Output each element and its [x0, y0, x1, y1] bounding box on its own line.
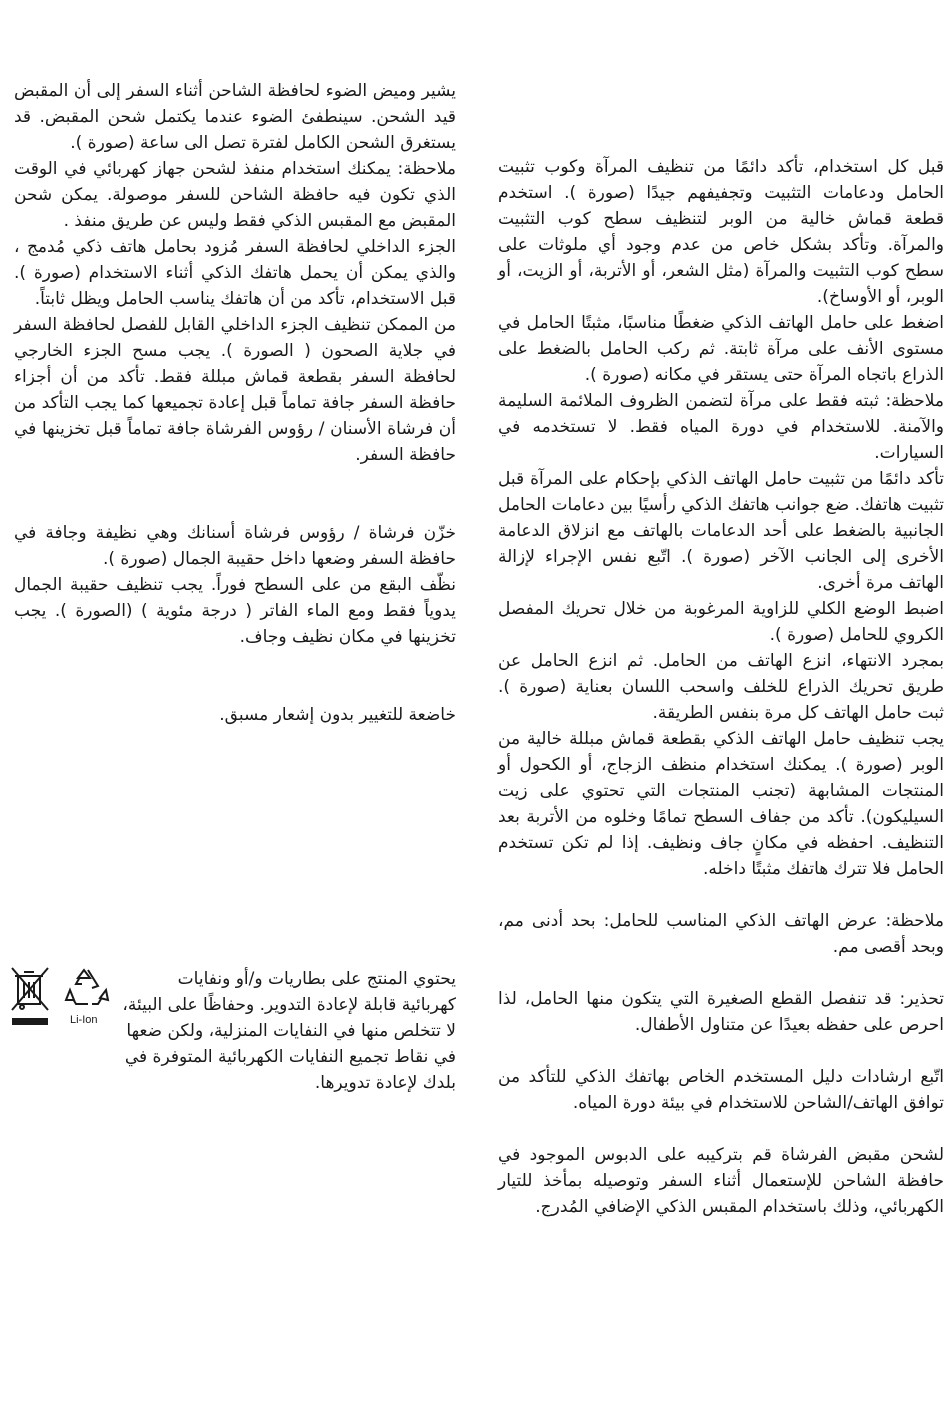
paragraph-gap [498, 1116, 944, 1142]
paragraph-gap [14, 468, 456, 494]
right-column-paragraph: بمجرد الانتهاء، انزع الهاتف من الحامل. ثم انزع الحامل عن طريق تحريك الذراع للخلف واسحب اللسان بعناية (صورة ). ثبت حامل الهاتف كل مرة بنفس الطريقة. [498, 651, 944, 723]
paragraph-gap [498, 960, 944, 986]
left-column-paragraph: من الممكن تنظيف الجزء الداخلي القابل للفصل لحافظة السفر في جلاية الصحون ( الصورة ). يجب مسح الجزء الخارجي لحافظة السفر بقطعة قماش مبللة فقط. تأكد من أن أجزاء حافظة السفر جافة تماماً قبل إعادة تجميعها كما يجب التأكد من أن فرشاة الأسنان / رؤوس الفرشاة جافة تماماً قبل تخزينها في حافظة السفر. [14, 315, 456, 465]
right-column-paragraph: تأكد دائمًا من تثبيت حامل الهاتف الذكي بإحكام على المرآة قبل تثبيت هاتفك. ضع جوانب هاتفك الذكي رأسيًا بين دعامات الحامل الجانبية بالضغط على أحد الدعامات بالهاتف مع انزلاق الدعامة الأخرى إلى الجانب الآخر (صورة ). اتّبع نفس الإجراء لإزالة الهاتف مرة أخرى. [498, 469, 944, 593]
right-column-paragraph: ملاحظة: ثبته فقط على مرآة لتضمن الظروف الملائمة السليمة والآمنة. للاستخدام في دورة المياه فقط. لا تستخدمه في السيارات. [498, 391, 944, 463]
paragraph-gap [14, 494, 456, 520]
disposal-icons [8, 964, 118, 1034]
left-column-paragraph: خاضعة للتغيير بدون إشعار مسبق. [219, 705, 456, 725]
left-column-paragraph: الجزء الداخلي لحافظة السفر مُزود بحامل هاتف ذكي مُدمج ، والذي يمكن أن يحمل هاتفك الذكي أثناء الاستخدام (صورة ). قبل الاستخدام، تأكد من أن هاتفك يناسب الحامل ويظل ثابتاً. [14, 237, 456, 309]
paragraph-gap [498, 1038, 944, 1064]
disposal-notice: يحتوي المنتج على بطاريات و/أو ونفايات كهربائية قابلة لإعادة التدوير. وحفاظًا على البيئة، لا تتخلص منها في النفايات المنزلية، ولكن ضعها في نقاط تجميع النفايات الكهربائية المتوفرة في بلدك لإعادة تدويرها. [122, 969, 456, 1093]
left-column-paragraph: ملاحظة: يمكنك استخدام منفذ لشحن جهاز كهربائي في الوقت الذي تكون فيه حافظة الشاحن للسفر موصولة. يمكن شحن المقبض مع المقبس الذكي فقط وليس عن طريق منفذ . [14, 159, 456, 231]
paragraph-gap [498, 882, 944, 908]
paragraph-gap [14, 676, 456, 702]
right-column [498, 154, 944, 1220]
right-column-paragraph: اتّبع ارشادات دليل المستخدم الخاص بهاتفك الذكي للتأكد من توافق الهاتف/الشاحن للاستخدام في بيئة دورة المياه. [498, 1067, 944, 1113]
left-column-paragraph: خزّن فرشاة / رؤوس فرشاة أسنانك وهي نظيفة وجافة في حافظة السفر وضعها داخل حقيبة الجمال (صورة ). [14, 523, 456, 569]
right-column-paragraph: يجب تنظيف حامل الهاتف الذكي بقطعة قماش مبللة خالية من الوبر (صورة ). يمكنك استخدام منظف الزجاج، أو الكحول أو المنتجات المشابهة (تجنب المنتجات التي تحتوي على زيت السيليكون). تأكد من جفاف السطح تمامًا وخلوه من الأتربة بعد التنظيف. احفظه في مكانٍ جاف ونظيف. إذا لم تكن تستخدم الحامل فلا تترك هاتفك مثبتًا داخله. [498, 729, 944, 879]
crossed-out-bin-icon [8, 964, 118, 1034]
left-column-paragraph: نظّف البقع من على السطح فوراً. يجب تنظيف حقيبة الجمال يدوياً فقط ومع الماء الفاتر ( درجة مئوية ) (الصورة ). يجب تخزينها في مكان نظيف وجاف. [14, 575, 456, 647]
li-ion-label: Li-Ion [70, 1014, 98, 1026]
right-column-paragraph: اضبط الوضع الكلي للزاوية المرغوبة من خلال تحريك المفصل الكروي للحامل (صورة ). [498, 599, 944, 645]
right-column-paragraph: اضغط على حامل الهاتف الذكي ضغطًا مناسبًا، مثبتًا الحامل في مستوى الأنف على مرآة ثابتة. ثم ركب الحامل بالضغط على الذراع باتجاه المرآة حتى يستقر في مكانه (صورة ). [498, 313, 944, 385]
left-column [14, 78, 456, 728]
left-column-paragraph: يشير وميض الضوء لحافظة الشاحن أثناء السفر إلى أن المقبض قيد الشحن. سينطفئ الضوء عندما يكتمل شحن المقبض. قد يستغرق الشحن الكامل لفترة تصل الى ساعة (صورة ). [14, 81, 456, 153]
right-column-paragraph: لشحن مقبض الفرشاة قم بتركيبه على الدبوس الموجود في حافظة الشاحن للإستعمال أثناء السفر وتوصيله بمأخذ للتيار الكهربائي، وذلك باستخدام المقبس الذكي الإضافي المُدرج. [498, 1145, 944, 1217]
paragraph-gap [14, 650, 456, 676]
right-column-paragraph: تحذير: قد تنفصل القطع الصغيرة التي يتكون منها الحامل، لذا احرص على حفظه بعيدًا عن متناول الأطفال. [498, 989, 944, 1035]
right-column-paragraph: ملاحظة: عرض الهاتف الذكي المناسب للحامل: بحد أدنى مم، وبحد أقصى مم. [498, 911, 944, 957]
right-column-paragraph: قبل كل استخدام، تأكد دائمًا من تنظيف المرآة وكوب تثبيت الحامل ودعامات التثبيت وتجفيفهم جيدًا (صورة ). استخدم قطعة قماش خالية من الوبر لتنظيف سطح كوب التثبيت والمرآة. وتأكد بشكل خاص من عدم وجود أي ملوثات على سطح كوب التثبيت والمرآة (مثل الشعر، أو الأتربة، أو الزيت، أو الوبر، أو الأوساخ). [498, 157, 944, 307]
